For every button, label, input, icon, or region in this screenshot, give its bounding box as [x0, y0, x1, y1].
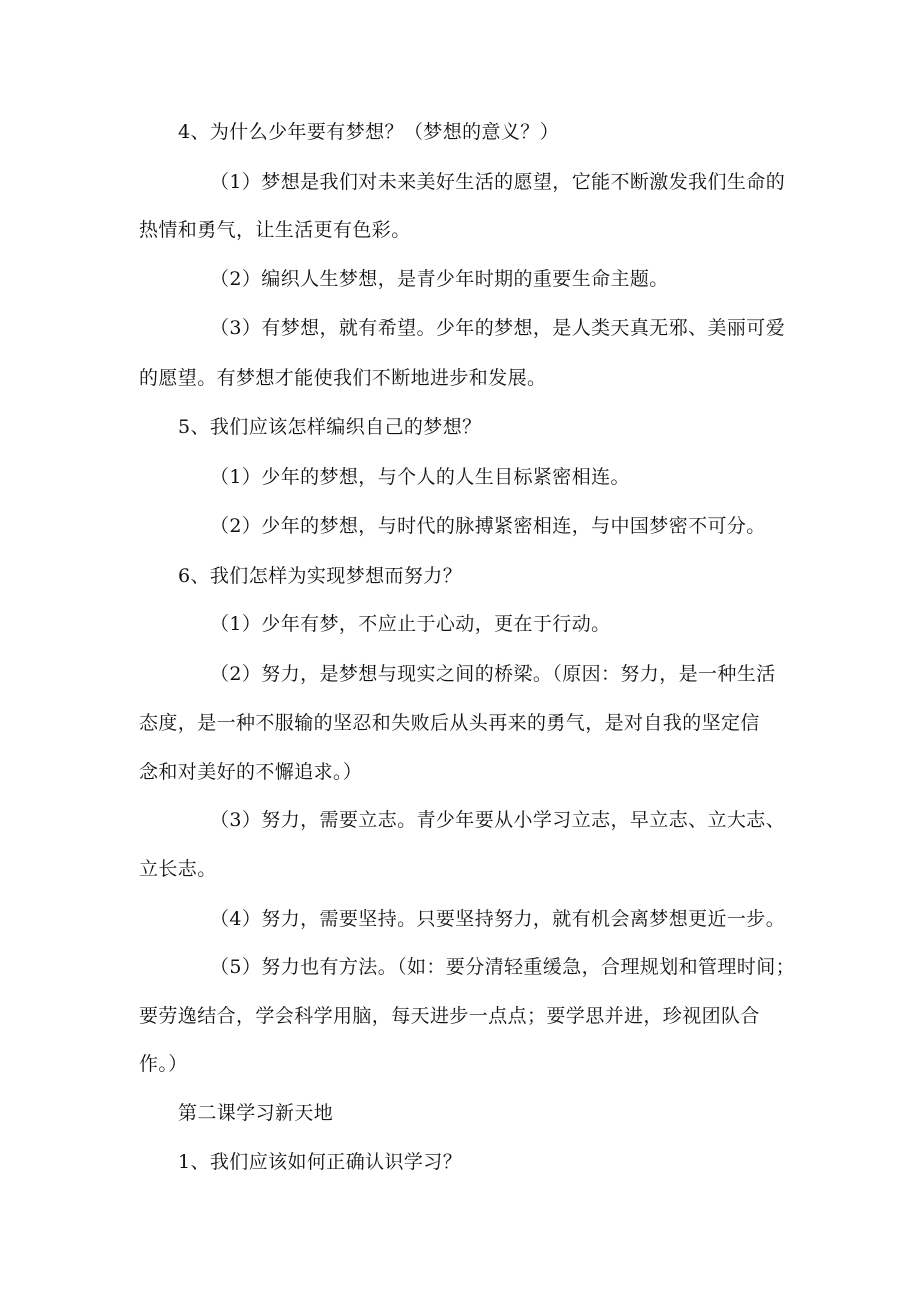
paragraph-line: （3）有梦想，就有希望。少年的梦想，是人类天真无邪、美丽可爱	[210, 317, 786, 339]
paragraph-line: （3）努力，需要立志。青少年要从小学习立志，早立志、立大志、	[210, 809, 786, 831]
paragraph-line: 立长志。	[139, 858, 217, 880]
paragraph-line: （2）努力，是梦想与现实之间的桥梁。（原因：努力，是一种生活	[210, 663, 776, 685]
paragraph-line: 的愿望。有梦想才能使我们不断地进步和发展。	[139, 367, 547, 389]
section-title-lesson-2: 第二课学习新天地	[178, 1102, 334, 1124]
heading-question-6: 6、我们怎样为实现梦想而努力？	[178, 565, 463, 587]
heading-question-4: 4、为什么少年要有梦想？（梦想的意义？）	[178, 121, 560, 143]
paragraph-line: 态度，是一种不服输的坚忍和失败后从头再来的勇气，是对自我的坚定信	[139, 712, 760, 734]
paragraph-line: （5）努力也有方法。（如：要分清轻重缓急，合理规划和管理时间；	[210, 956, 795, 978]
heading-question-5: 5、我们应该怎样编织自己的梦想？	[178, 416, 482, 438]
paragraph-line: （4）努力，需要坚持。只要坚持努力，就有机会离梦想更近一步。	[210, 908, 786, 930]
paragraph-line: （1）少年的梦想，与个人的人生目标紧密相连。	[210, 466, 630, 488]
paragraph-line: 要劳逸结合，学会科学用脑，每天进步一点点；要学思并进，珍视团队合	[139, 1005, 760, 1027]
paragraph-line: （2）少年的梦想，与时代的脉搏紧密相连，与中国梦密不可分。	[210, 515, 766, 537]
paragraph-line: 念和对美好的不懈追求。）	[139, 761, 363, 783]
paragraph-line: （1）梦想是我们对未来美好生活的愿望，它能不断激发我们生命的	[210, 171, 786, 193]
heading-question-1: 1、我们应该如何正确认识学习？	[178, 1151, 463, 1173]
paragraph-line: （1）少年有梦，不应止于心动，更在于行动。	[210, 613, 611, 635]
paragraph-line: 热情和勇气，让生活更有色彩。	[139, 219, 411, 241]
paragraph-line: 作。）	[139, 1053, 188, 1075]
paragraph-line: （2）编织人生梦想，是青少年时期的重要生命主题。	[210, 268, 669, 290]
